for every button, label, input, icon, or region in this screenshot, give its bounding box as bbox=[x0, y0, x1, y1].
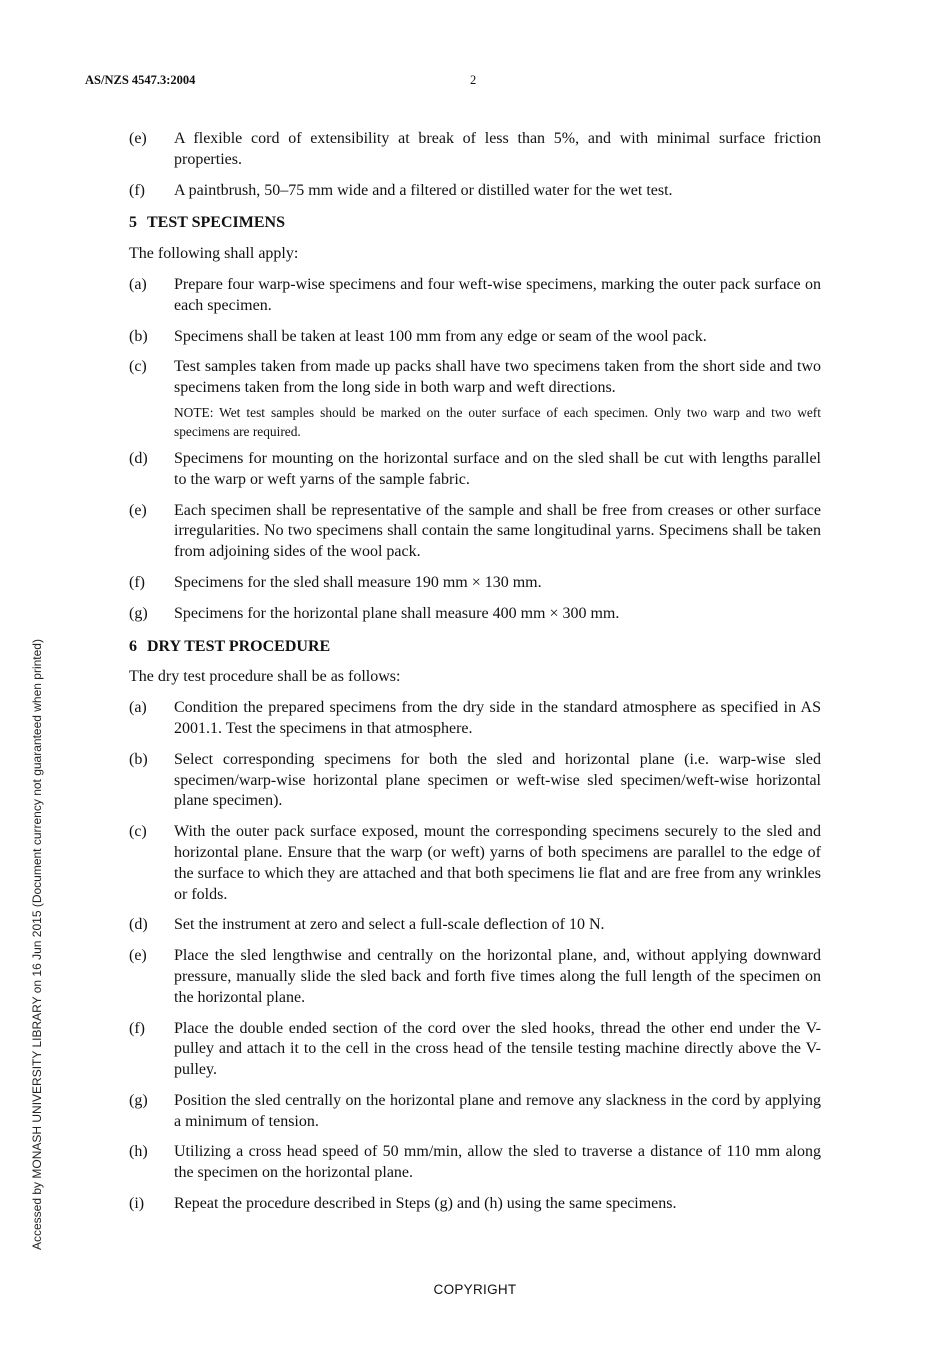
list-item bbox=[129, 1019, 821, 1081]
list-item bbox=[129, 327, 821, 348]
list-item bbox=[129, 1091, 821, 1133]
item-label: (g) bbox=[129, 604, 148, 622]
list-item bbox=[129, 357, 821, 399]
section-title: TEST SPECIMENS bbox=[147, 214, 285, 232]
list-item bbox=[129, 1194, 821, 1215]
list-item bbox=[129, 915, 821, 936]
item-text: Each specimen shall be representative of the sample and shall be free from creases or other surface irregularities. No two specimens shall contain the same longitudinal yarns. Specimens shall be taken from adjoining sides of the wool pack. bbox=[174, 501, 821, 561]
item-text: Repeat the procedure described in Steps (g) and (h) using the same specimens. bbox=[174, 1195, 677, 1213]
section-heading-dry-test-procedure bbox=[129, 637, 821, 658]
section-title: DRY TEST PROCEDURE bbox=[147, 637, 331, 655]
item-text: Specimens for the horizontal plane shall measure 400 mm × 300 mm. bbox=[174, 604, 620, 622]
page-body bbox=[129, 129, 821, 1225]
item-label: (a) bbox=[129, 275, 147, 293]
section-number: 5 bbox=[129, 214, 137, 232]
item-text: Select corresponding specimens for both the sled and horizontal plane (i.e. warp-wise sled specimen/warp-wise horizontal plane specimen or weft-wise sled specimen/weft-wise horizontal plane specimen). bbox=[174, 750, 821, 810]
item-text: Place the sled lengthwise and centrally on the horizontal plane, and, without applying downward pressure, manually slide the sled back and forth five times along the full length of the specimen on the horizontal plane. bbox=[174, 947, 821, 1006]
section-number: 6 bbox=[129, 637, 137, 655]
item-text: Prepare four warp-wise specimens and four weft-wise specimens, marking the outer pack surface on each specimen. bbox=[174, 275, 821, 314]
item-text: Specimens for the sled shall measure 190 mm × 130 mm. bbox=[174, 573, 542, 591]
item-text: Condition the prepared specimens from the dry side in the standard atmosphere as specified in AS 2001.1. Test the specimens in that atmosphere. bbox=[174, 699, 821, 737]
page-number: 2 bbox=[470, 73, 477, 87]
standard-number: AS/NZS 4547.3:2004 bbox=[85, 73, 196, 87]
item-label: (a) bbox=[129, 699, 147, 717]
item-label: (f) bbox=[129, 573, 145, 591]
item-label: (h) bbox=[129, 1143, 148, 1161]
item-label: (c) bbox=[129, 358, 147, 376]
section-lead: The following shall apply: bbox=[129, 245, 299, 263]
list-item bbox=[129, 822, 821, 905]
access-stamp: Accessed by MONASH UNIVERSITY LIBRARY on 16 Jun 2015 (Document currency not guaranteed when printed) bbox=[30, 639, 44, 1250]
item-label: (b) bbox=[129, 750, 148, 768]
item-text: Specimens for mounting on the horizontal surface and on the sled shall be cut with lengths parallel to the warp or weft yarns of the sample fabric. bbox=[174, 449, 821, 488]
item-label: (f) bbox=[129, 1019, 145, 1037]
item-text: Place the double ended section of the cord over the sled hooks, thread the other end under the V-pulley and attach it to the cell in the cross head of the tensile testing machine directly above the V-pulley. bbox=[174, 1019, 821, 1079]
list-item bbox=[129, 275, 821, 317]
list-item bbox=[129, 181, 821, 202]
item-text: Utilizing a cross head speed of 50 mm/min, allow the sled to traverse a distance of 110 mm along the specimen on the horizontal plane. bbox=[174, 1143, 821, 1182]
item-label: (e) bbox=[129, 947, 147, 965]
item-label: (i) bbox=[129, 1195, 145, 1213]
item-label: (g) bbox=[129, 1091, 148, 1109]
section-lead: The dry test procedure shall be as follows: bbox=[129, 668, 401, 686]
list-item bbox=[129, 946, 821, 1008]
list-item bbox=[129, 1142, 821, 1184]
item-text: Test samples taken from made up packs shall have two specimens taken from the short side and two specimens taken from the long side in both warp and weft directions. bbox=[174, 358, 821, 397]
item-label: (e) bbox=[129, 130, 147, 147]
list-item bbox=[129, 698, 821, 740]
item-text: A flexible cord of extensibility at break of less than 5%, and with minimal surface friction properties. bbox=[174, 130, 821, 168]
section-heading-test-specimens bbox=[129, 213, 821, 234]
list-item bbox=[129, 604, 821, 625]
item-text: With the outer pack surface exposed, mount the corresponding specimens securely to the sled and horizontal plane. Ensure that the warp (or weft) yarns of both specimens are parallel to the edge of the surface to which they are attached and that both specimens lie flat and are free from any wrinkles or folds. bbox=[174, 823, 821, 903]
item-text: Set the instrument at zero and select a full-scale deflection of 10 N. bbox=[174, 916, 605, 934]
list-item bbox=[129, 750, 821, 812]
item-text: A paintbrush, 50–75 mm wide and a filtered or distilled water for the wet test. bbox=[174, 181, 673, 199]
item-label: (b) bbox=[129, 327, 148, 345]
list-item bbox=[129, 129, 821, 171]
item-text: Specimens shall be taken at least 100 mm from any edge or seam of the wool pack. bbox=[174, 327, 707, 345]
list-item bbox=[129, 501, 821, 563]
item-text: Position the sled centrally on the horizontal plane and remove any slackness in the cord by applying a minimum of tension. bbox=[174, 1091, 821, 1130]
item-label: (d) bbox=[129, 449, 148, 467]
item-label: (d) bbox=[129, 916, 148, 934]
item-label: (e) bbox=[129, 501, 147, 519]
item-label: (f) bbox=[129, 181, 145, 199]
note-text: NOTE: Wet test samples should be marked on the outer surface of each specimen. Only two warp and two weft specimens are required. bbox=[174, 404, 821, 439]
list-item bbox=[129, 449, 821, 491]
item-label: (c) bbox=[129, 823, 147, 841]
copyright-footer: COPYRIGHT bbox=[433, 1282, 517, 1297]
list-item bbox=[129, 573, 821, 594]
